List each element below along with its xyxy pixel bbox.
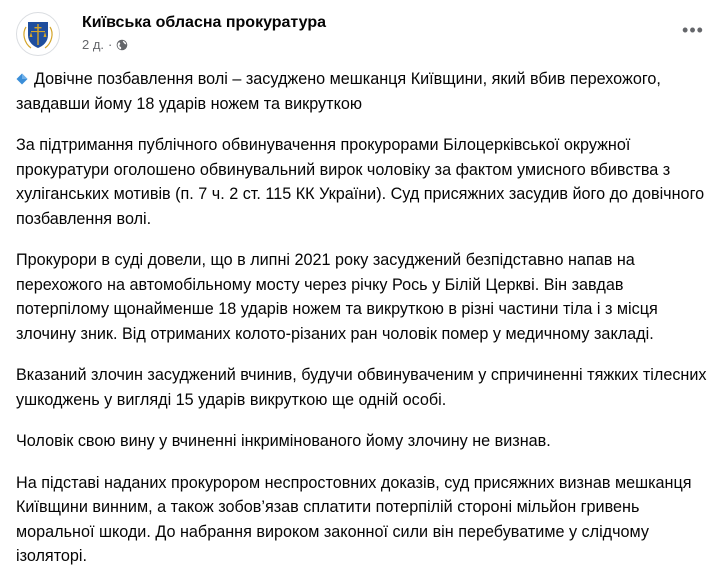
meta-separator: · xyxy=(108,37,113,52)
more-options-icon: ••• xyxy=(682,20,704,40)
post-header xyxy=(16,10,715,60)
post-paragraph: За підтримання публічного обвинувачення прокурорами Білоцерківської окружної прокуратури оголошено обвинувальний вирок чоловіку за фактом умисного вбивства з хуліганських мотивів (п. 7 ч. 2 ст. 115 КК України). Суд присяжних засудив його до довічного позбавлення волі. xyxy=(16,136,705,228)
small-blue-diamond-icon xyxy=(16,68,28,80)
more-options-button[interactable] xyxy=(677,18,709,42)
post-headline xyxy=(16,67,716,116)
post-timestamp[interactable]: 2 д. xyxy=(82,37,105,52)
page-name[interactable]: Київська обласна прокуратура xyxy=(82,14,327,31)
post-paragraph: Чоловік свою вину у вчиненні інкримінованого йому злочину не визнав. xyxy=(16,432,551,450)
post-body xyxy=(16,67,716,586)
page-avatar[interactable] xyxy=(16,12,60,56)
post-paragraph: Прокурори в суді довели, що в липні 2021 року засуджений безпідставно напав на перехожого на автомобільному мосту через річку Рось у Білій Церкві. Він завдав потерпілому щонайменше 18 ударів ножем та викруткою в різні частини тіла і з місця злочину зник. Від отриманих колото-різаних ран чоловік помер у медичному закладі. xyxy=(16,251,658,343)
prosecutor-emblem-icon xyxy=(17,13,59,55)
post-paragraph: Вказаний злочин засуджений вчинив, будучи обвинуваченим у спричиненні тяжких тілесних ушкоджень у вигляді 15 ударів викруткою ще одній особі. xyxy=(16,366,707,409)
headline-text: Довічне позбавлення волі – засуджено мешканця Київщини, який вбив перехожого, завдавши йому 18 ударів ножем та викруткою xyxy=(16,70,661,113)
post-meta xyxy=(82,37,128,52)
post-paragraph: На підставі наданих прокурором неспростовних доказів, суд присяжних визнав мешканця Київщини винним, а також зобов’язав сплатити потерпілій стороні мільйон гривень моральної шкоди. До набрання вироком законної сили він перебуватиме у слідчому ізоляторі. xyxy=(16,473,692,565)
globe-icon[interactable] xyxy=(116,39,128,51)
